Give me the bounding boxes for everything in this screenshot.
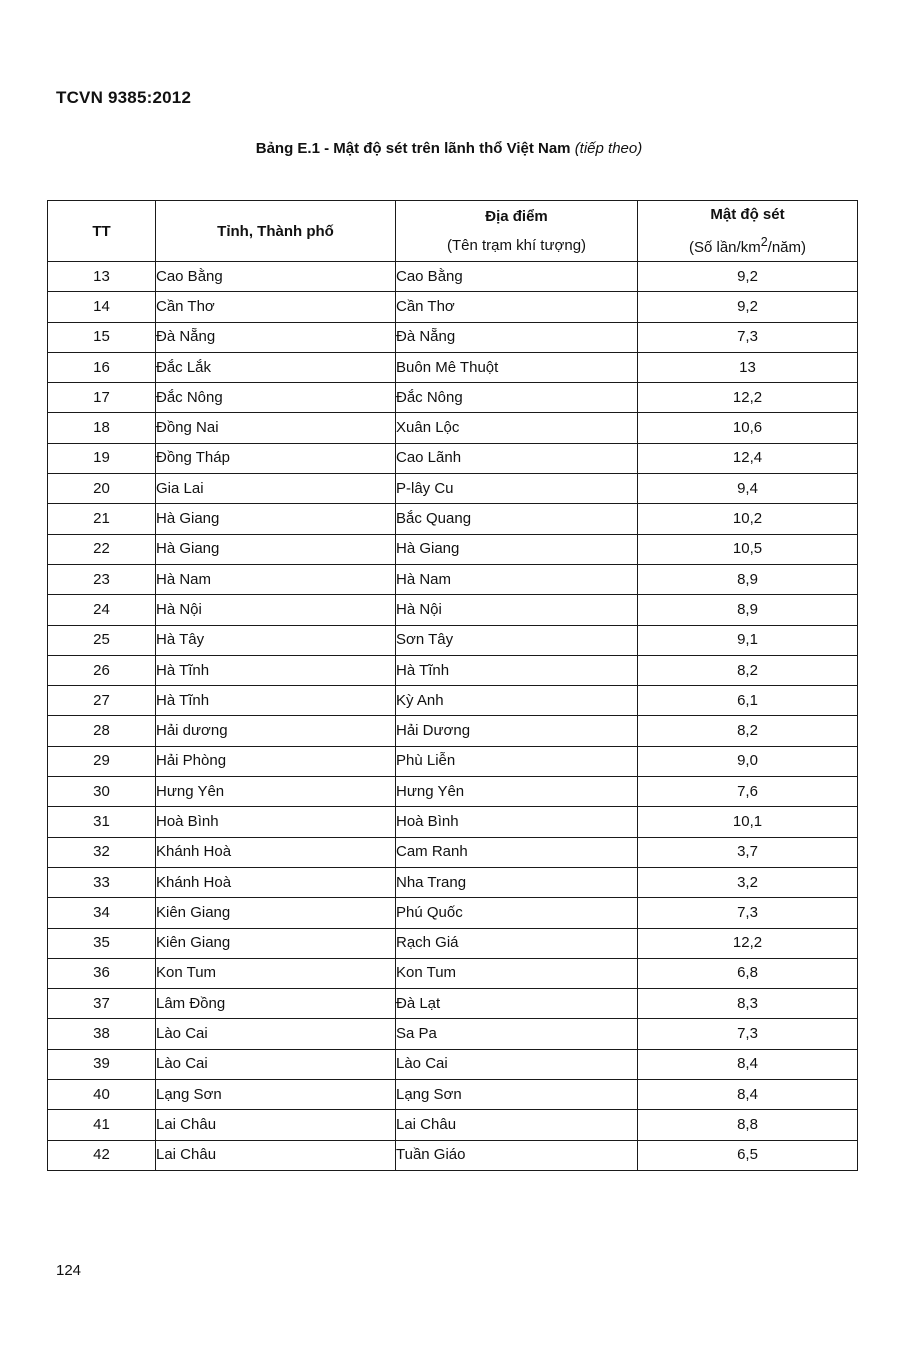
page-number: 124 <box>56 1262 82 1279</box>
province-cell: Hà Tĩnh <box>156 686 396 716</box>
province-cell: Hà Giang <box>156 504 396 534</box>
province-cell: Đắc Nông <box>156 383 396 413</box>
province-cell: Đồng Tháp <box>156 443 396 473</box>
row-number: 24 <box>48 595 156 625</box>
table-row <box>48 504 858 534</box>
row-number: 18 <box>48 413 156 443</box>
province-cell: Hưng Yên <box>156 777 396 807</box>
station-cell: Xuân Lộc <box>396 413 638 443</box>
density-value: 10,5 <box>638 534 858 564</box>
header-density-title: Mật độ sét <box>710 206 785 223</box>
province-cell: Kon Tum <box>156 958 396 988</box>
density-value: 7,6 <box>638 777 858 807</box>
table-row <box>48 655 858 685</box>
province-cell: Hà Nam <box>156 564 396 594</box>
density-value: 3,2 <box>638 867 858 897</box>
density-value: 6,8 <box>638 958 858 988</box>
density-value: 8,9 <box>638 595 858 625</box>
province-cell: Cao Bằng <box>156 262 396 292</box>
document-code: TCVN 9385:2012 <box>56 88 192 107</box>
table-row <box>48 989 858 1019</box>
table-row <box>48 837 858 867</box>
station-cell: Phú Quốc <box>396 898 638 928</box>
density-value: 12,4 <box>638 443 858 473</box>
density-unit-pre: (Số lần/km <box>689 239 761 256</box>
province-cell: Hà Tĩnh <box>156 655 396 685</box>
table-row <box>48 1080 858 1110</box>
station-cell: Buôn Mê Thuột <box>396 352 638 382</box>
station-cell: Hà Nội <box>396 595 638 625</box>
province-cell: Lai Châu <box>156 1110 396 1140</box>
row-number: 14 <box>48 292 156 322</box>
density-value: 8,8 <box>638 1110 858 1140</box>
table-row <box>48 595 858 625</box>
density-value: 8,9 <box>638 564 858 594</box>
table-row <box>48 564 858 594</box>
station-cell: Tuần Giáo <box>396 1140 638 1170</box>
province-cell: Đắc Lắk <box>156 352 396 382</box>
table-body <box>48 262 858 1171</box>
row-number: 17 <box>48 383 156 413</box>
row-number: 19 <box>48 443 156 473</box>
row-number: 33 <box>48 867 156 897</box>
province-cell: Hải Phòng <box>156 746 396 776</box>
station-cell: Hà Giang <box>396 534 638 564</box>
density-value: 9,1 <box>638 625 858 655</box>
station-cell: Hoà Bình <box>396 807 638 837</box>
density-value: 6,5 <box>638 1140 858 1170</box>
station-cell: Cam Ranh <box>396 837 638 867</box>
density-value: 8,3 <box>638 989 858 1019</box>
table-row <box>48 1049 858 1079</box>
province-cell: Hà Giang <box>156 534 396 564</box>
table-row <box>48 534 858 564</box>
density-value: 9,2 <box>638 292 858 322</box>
table-row <box>48 807 858 837</box>
density-value: 8,2 <box>638 716 858 746</box>
row-number: 42 <box>48 1140 156 1170</box>
density-value: 7,3 <box>638 898 858 928</box>
table-row <box>48 474 858 504</box>
density-value: 6,1 <box>638 686 858 716</box>
row-number: 34 <box>48 898 156 928</box>
header-density-unit <box>638 235 857 256</box>
row-number: 25 <box>48 625 156 655</box>
station-cell: Nha Trang <box>396 867 638 897</box>
station-cell: Đà Nẵng <box>396 322 638 352</box>
table-row <box>48 413 858 443</box>
station-cell: Phù Liễn <box>396 746 638 776</box>
row-number: 15 <box>48 322 156 352</box>
table-row <box>48 716 858 746</box>
row-number: 36 <box>48 958 156 988</box>
row-number: 27 <box>48 686 156 716</box>
row-number: 13 <box>48 262 156 292</box>
density-value: 10,2 <box>638 504 858 534</box>
station-cell: Lào Cai <box>396 1049 638 1079</box>
station-cell: Cao Bằng <box>396 262 638 292</box>
row-number: 40 <box>48 1080 156 1110</box>
province-cell: Lâm Đồng <box>156 989 396 1019</box>
province-cell: Kiên Giang <box>156 898 396 928</box>
row-number: 22 <box>48 534 156 564</box>
density-value: 7,3 <box>638 322 858 352</box>
table-caption <box>0 140 898 157</box>
province-cell: Khánh Hoà <box>156 837 396 867</box>
header-province: Tỉnh, Thành phố <box>156 201 396 262</box>
station-cell: Lai Châu <box>396 1110 638 1140</box>
row-number: 26 <box>48 655 156 685</box>
density-value: 10,1 <box>638 807 858 837</box>
table-row <box>48 777 858 807</box>
station-cell: Sa Pa <box>396 1019 638 1049</box>
row-number: 20 <box>48 474 156 504</box>
density-value: 8,4 <box>638 1049 858 1079</box>
table-row <box>48 625 858 655</box>
caption-continued: (tiếp theo) <box>574 140 643 157</box>
row-number: 16 <box>48 352 156 382</box>
row-number: 37 <box>48 989 156 1019</box>
table-row <box>48 746 858 776</box>
station-cell: Cần Thơ <box>396 292 638 322</box>
station-cell: Sơn Tây <box>396 625 638 655</box>
province-cell: Đồng Nai <box>156 413 396 443</box>
province-cell: Hà Tây <box>156 625 396 655</box>
header-location <box>396 201 638 262</box>
lightning-density-table <box>47 200 858 1171</box>
station-cell: Cao Lãnh <box>396 443 638 473</box>
province-cell: Hoà Bình <box>156 807 396 837</box>
density-unit-sup: 2 <box>760 235 768 249</box>
province-cell: Lai Châu <box>156 1140 396 1170</box>
station-cell: Hải Dương <box>396 716 638 746</box>
density-value: 7,3 <box>638 1019 858 1049</box>
row-number: 31 <box>48 807 156 837</box>
row-number: 35 <box>48 928 156 958</box>
row-number: 21 <box>48 504 156 534</box>
table-row <box>48 898 858 928</box>
province-cell: Gia Lai <box>156 474 396 504</box>
caption-title: Bảng E.1 - Mật độ sét trên lãnh thổ Việt Nam <box>255 140 571 157</box>
row-number: 32 <box>48 837 156 867</box>
table-row <box>48 1110 858 1140</box>
row-number: 39 <box>48 1049 156 1079</box>
row-number: 38 <box>48 1019 156 1049</box>
table-header-row <box>48 201 858 262</box>
station-cell: Rạch Giá <box>396 928 638 958</box>
province-cell: Kiên Giang <box>156 928 396 958</box>
station-cell: Hà Nam <box>396 564 638 594</box>
header-tt: TT <box>48 201 156 262</box>
row-number: 29 <box>48 746 156 776</box>
province-cell: Lào Cai <box>156 1049 396 1079</box>
density-value: 8,2 <box>638 655 858 685</box>
density-value: 9,2 <box>638 262 858 292</box>
row-number: 41 <box>48 1110 156 1140</box>
province-cell: Khánh Hoà <box>156 867 396 897</box>
province-cell: Hà Nội <box>156 595 396 625</box>
table-row <box>48 352 858 382</box>
density-value: 3,7 <box>638 837 858 867</box>
station-cell: P-lây Cu <box>396 474 638 504</box>
table-row <box>48 1140 858 1170</box>
station-cell: Hưng Yên <box>396 777 638 807</box>
station-cell: Hà Tĩnh <box>396 655 638 685</box>
density-value: 12,2 <box>638 928 858 958</box>
station-cell: Đắc Nông <box>396 383 638 413</box>
station-cell: Đà Lạt <box>396 989 638 1019</box>
density-unit-post: /năm) <box>767 239 806 256</box>
table-row <box>48 1019 858 1049</box>
table-row <box>48 958 858 988</box>
province-cell: Đà Nẵng <box>156 322 396 352</box>
table-row <box>48 686 858 716</box>
station-cell: Kỳ Anh <box>396 686 638 716</box>
station-cell: Lạng Sơn <box>396 1080 638 1110</box>
province-cell: Hải dương <box>156 716 396 746</box>
table-row <box>48 383 858 413</box>
province-cell: Lạng Sơn <box>156 1080 396 1110</box>
row-number: 30 <box>48 777 156 807</box>
density-value: 9,0 <box>638 746 858 776</box>
table-row <box>48 322 858 352</box>
table-row <box>48 292 858 322</box>
province-cell: Lào Cai <box>156 1019 396 1049</box>
table-row <box>48 443 858 473</box>
station-cell: Bắc Quang <box>396 504 638 534</box>
province-cell: Cần Thơ <box>156 292 396 322</box>
density-value: 12,2 <box>638 383 858 413</box>
row-number: 28 <box>48 716 156 746</box>
density-value: 8,4 <box>638 1080 858 1110</box>
density-value: 13 <box>638 352 858 382</box>
table-row <box>48 867 858 897</box>
header-location-title: Địa điểm <box>485 208 548 225</box>
station-cell: Kon Tum <box>396 958 638 988</box>
header-location-subtitle: (Tên trạm khí tượng) <box>446 237 587 254</box>
density-value: 10,6 <box>638 413 858 443</box>
table-row <box>48 262 858 292</box>
table-row <box>48 928 858 958</box>
header-density <box>638 201 858 262</box>
row-number: 23 <box>48 564 156 594</box>
density-value: 9,4 <box>638 474 858 504</box>
